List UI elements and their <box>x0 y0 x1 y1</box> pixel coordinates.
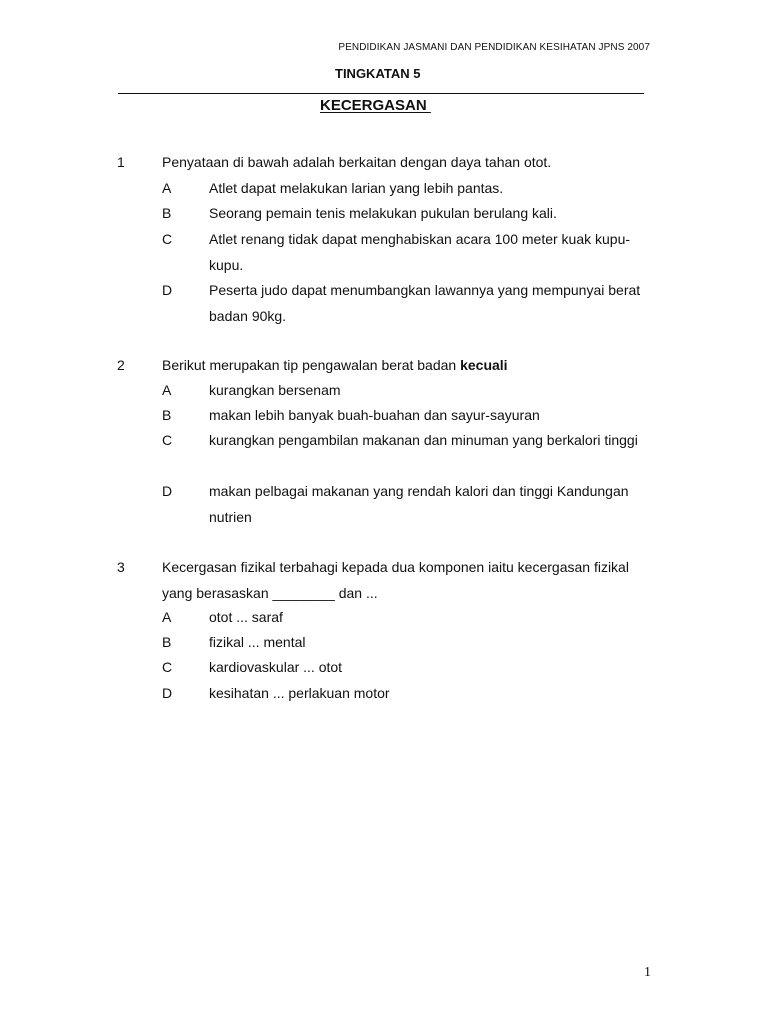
question-1-option-b-letter: B <box>162 205 172 221</box>
question-3-option-d-text: kesihatan ... perlakuan motor <box>209 685 390 701</box>
question-2-stem-text: Berikut merupakan tip pengawalan berat badan <box>162 357 461 373</box>
question-2-stem <box>162 353 652 379</box>
page-number: 1 <box>644 965 651 980</box>
question-3-number: 3 <box>117 559 125 575</box>
form-level: TINGKATAN 5 <box>335 66 421 81</box>
question-1-option-b-text: Seorang pemain tenis melakukan pukulan berulang kali. <box>209 205 557 221</box>
question-2-option-a-text: kurangkan bersenam <box>209 382 341 398</box>
question-1-number: 1 <box>117 154 125 170</box>
question-3-option-b-text: fizikal ... mental <box>209 634 306 650</box>
question-1-stem: Penyataan di bawah adalah berkaitan dengan daya tahan otot. <box>162 154 552 170</box>
question-3-option-a-letter: A <box>162 609 172 625</box>
header-divider <box>118 93 644 94</box>
page-title: KECERGASAN <box>320 97 431 114</box>
question-2-stem-emphasis: kecuali <box>460 357 508 373</box>
question-3-option-d-letter: D <box>162 685 173 701</box>
question-2-option-c-text: kurangkan pengambilan makanan dan minuman yang berkalori tinggi <box>209 432 638 448</box>
document-header: PENDIDIKAN JASMANI DAN PENDIDIKAN KESIHATAN JPNS 2007 <box>338 42 650 53</box>
question-2-option-b-letter: B <box>162 407 172 423</box>
question-1-option-a-text: Atlet dapat melakukan larian yang lebih pantas. <box>209 180 504 196</box>
question-2-number: 2 <box>117 357 125 373</box>
question-1-option-c-text: Atlet renang tidak dapat menghabiskan acara 100 meter kuak kupu-kupu. <box>209 231 631 273</box>
question-1-option-a-letter: A <box>162 180 172 196</box>
question-3-option-c-letter: C <box>162 659 173 675</box>
question-3-option-b-letter: B <box>162 634 172 650</box>
question-2-option-a-letter: A <box>162 382 172 398</box>
question-1-option-c-letter: C <box>162 231 173 247</box>
question-2-option-c-letter: C <box>162 432 173 448</box>
question-2-option-b-text: makan lebih banyak buah-buahan dan sayur-sayuran <box>209 407 540 423</box>
question-1-option-d-text: Peserta judo dapat menumbangkan lawannya yang mempunyai berat badan 90kg. <box>209 282 641 324</box>
question-1-option-d-letter: D <box>162 282 173 298</box>
question-3-stem: Kecergasan fizikal terbahagi kepada dua komponen iaitu kecergasan fizikal yang berasaskan ________ dan ... <box>162 559 629 601</box>
question-2-option-d-letter: D <box>162 483 173 499</box>
question-3-option-a-text: otot ... saraf <box>209 609 283 625</box>
question-3-option-c-text: kardiovaskular ... otot <box>209 659 343 675</box>
question-2-option-d-text: makan pelbagai makanan yang rendah kalori dan tinggi Kandungan nutrien <box>209 483 629 525</box>
